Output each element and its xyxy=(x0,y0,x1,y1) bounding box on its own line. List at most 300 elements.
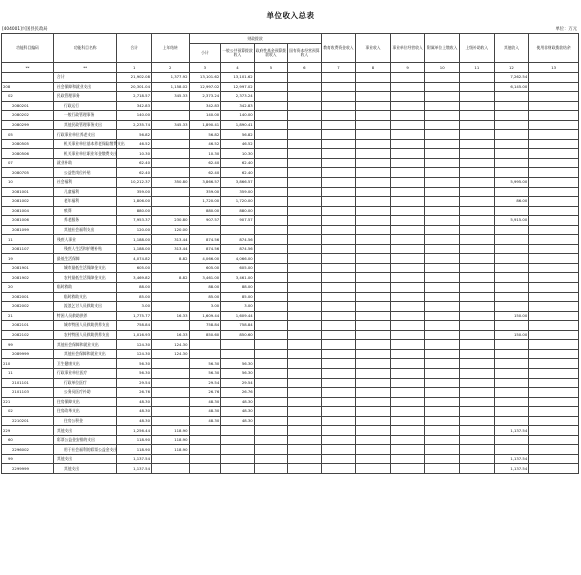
cell-value xyxy=(254,197,287,207)
cell-value xyxy=(356,187,391,197)
cell-value xyxy=(152,321,190,331)
cell-value xyxy=(494,111,529,121)
cell-name: 儿童福利 xyxy=(53,187,116,197)
cell-value: 10.30 xyxy=(117,149,152,159)
cell-value xyxy=(288,130,321,140)
cell-value xyxy=(254,206,287,216)
cell-value xyxy=(254,149,287,159)
cell-value: 880.00 xyxy=(189,206,221,216)
cell-value xyxy=(321,330,356,340)
header-general: 一般公共预算拨款收入 xyxy=(221,44,254,63)
cell-value xyxy=(460,197,495,207)
cell-value xyxy=(189,426,221,436)
cell-value xyxy=(321,416,356,426)
cell-value: 56.82 xyxy=(117,130,152,140)
cell-value: 85.00 xyxy=(189,292,221,302)
cell-value xyxy=(356,216,391,226)
cell-code: 2080201 xyxy=(2,101,54,111)
cell-value xyxy=(288,435,321,445)
cell-name: 行政运行 xyxy=(53,101,116,111)
cell-code: 2081902 xyxy=(2,273,54,283)
cell-value xyxy=(152,454,190,464)
cell-value xyxy=(152,130,190,140)
cell-value xyxy=(152,158,190,168)
cell-value xyxy=(152,111,190,121)
cell-value xyxy=(321,378,356,388)
table-row xyxy=(2,206,579,216)
cell-value xyxy=(494,92,529,102)
cell-code: 07 xyxy=(2,158,54,168)
cell-value: 88.00 xyxy=(117,283,152,293)
cell-value: 4,066.00 xyxy=(221,254,254,264)
cell-value xyxy=(356,111,391,121)
cell-value: 48.30 xyxy=(221,416,254,426)
cell-value: 3.00 xyxy=(117,302,152,312)
cell-value: 85.00 xyxy=(117,292,152,302)
cell-value xyxy=(460,435,495,445)
cell-value xyxy=(529,454,579,464)
cell-value: 4,074.82 xyxy=(117,254,152,264)
cell-value xyxy=(460,321,495,331)
cell-code: 2299999 xyxy=(2,464,54,474)
cell-value: 1,188.00 xyxy=(117,244,152,254)
cell-value xyxy=(288,292,321,302)
cell-value: 359.00 xyxy=(221,187,254,197)
index-cell: ** xyxy=(2,63,54,73)
cell-value: 345.33 xyxy=(152,120,190,130)
cell-value: 10.30 xyxy=(221,149,254,159)
cell-value xyxy=(494,407,529,417)
cell-value xyxy=(460,244,495,254)
cell-value: 1,137.54 xyxy=(494,454,529,464)
index-cell: 7 xyxy=(321,63,356,73)
cell-code: 2082002 xyxy=(2,302,54,312)
cell-value xyxy=(356,73,391,83)
cell-value: 605.00 xyxy=(117,263,152,273)
cell-value xyxy=(460,311,495,321)
cell-value xyxy=(189,349,221,359)
table-row xyxy=(2,388,579,398)
cell-value xyxy=(494,435,529,445)
cell-value xyxy=(529,426,579,436)
cell-value xyxy=(356,330,391,340)
cell-value xyxy=(494,292,529,302)
cell-value xyxy=(321,349,356,359)
cell-value xyxy=(494,378,529,388)
table-body xyxy=(2,73,579,474)
cell-name: 住房公积金 xyxy=(53,416,116,426)
cell-value xyxy=(529,101,579,111)
cell-value: 48.30 xyxy=(221,407,254,417)
cell-code: 10 xyxy=(2,178,54,188)
cell-value: 1,775.77 xyxy=(117,311,152,321)
cell-value xyxy=(494,340,529,350)
cell-value xyxy=(529,92,579,102)
cell-value xyxy=(390,168,425,178)
cell-value: 124.30 xyxy=(152,349,190,359)
cell-value: 230.80 xyxy=(152,216,190,226)
cell-value xyxy=(288,311,321,321)
cell-value xyxy=(254,445,287,455)
header-upper: 上级补助收入 xyxy=(460,34,495,63)
cell-value xyxy=(152,149,190,159)
cell-code: 2296002 xyxy=(2,445,54,455)
cell-value xyxy=(494,263,529,273)
cell-value xyxy=(425,302,460,312)
table-row xyxy=(2,111,579,121)
cell-value xyxy=(390,368,425,378)
cell-code: 21 xyxy=(2,311,54,321)
cell-value xyxy=(356,283,391,293)
cell-value xyxy=(152,302,190,312)
organization-label: [404001]兴国县民政局 xyxy=(2,27,48,32)
cell-name: 农村特困人员救助供养支出 xyxy=(53,330,116,340)
cell-value xyxy=(356,168,391,178)
cell-value: 359.00 xyxy=(189,187,221,197)
cell-value xyxy=(254,216,287,226)
cell-value xyxy=(321,397,356,407)
header-name: 功能科目名称 xyxy=(53,34,116,63)
cell-value xyxy=(460,273,495,283)
cell-code: 229 xyxy=(2,426,54,436)
cell-value: 3.00 xyxy=(221,302,254,312)
cell-value xyxy=(390,139,425,149)
cell-value xyxy=(254,321,287,331)
cell-value xyxy=(321,101,356,111)
cell-value xyxy=(390,273,425,283)
cell-value: 46.52 xyxy=(117,139,152,149)
cell-value: 907.57 xyxy=(189,216,221,226)
cell-value xyxy=(529,168,579,178)
cell-value: 313.44 xyxy=(152,244,190,254)
cell-code: 2081002 xyxy=(2,197,54,207)
cell-value xyxy=(254,426,287,436)
cell-value xyxy=(529,130,579,140)
cell-name: 临时救助支出 xyxy=(53,292,116,302)
cell-value xyxy=(321,73,356,83)
cell-value xyxy=(460,158,495,168)
table-row xyxy=(2,340,579,350)
cell-value xyxy=(425,178,460,188)
cell-value xyxy=(390,454,425,464)
cell-value xyxy=(425,435,460,445)
cell-code: 2081001 xyxy=(2,187,54,197)
cell-value xyxy=(254,187,287,197)
cell-value xyxy=(321,359,356,369)
cell-value: 62.40 xyxy=(221,158,254,168)
cell-code: 2210201 xyxy=(2,416,54,426)
cell-value xyxy=(288,254,321,264)
cell-value xyxy=(425,197,460,207)
cell-value xyxy=(460,454,495,464)
cell-value xyxy=(288,416,321,426)
cell-value xyxy=(288,426,321,436)
cell-code: 2080705 xyxy=(2,168,54,178)
cell-value xyxy=(152,283,190,293)
cell-name: 行政单位医疗 xyxy=(53,378,116,388)
cell-value xyxy=(425,321,460,331)
cell-value: 359.00 xyxy=(117,187,152,197)
cell-name: 公务员医疗补助 xyxy=(53,388,116,398)
cell-value xyxy=(529,225,579,235)
cell-code: 2082102 xyxy=(2,330,54,340)
cell-value xyxy=(356,359,391,369)
cell-value xyxy=(254,254,287,264)
header-biz-op: 事业单位经营收入 xyxy=(390,34,425,63)
cell-code: 2081004 xyxy=(2,206,54,216)
cell-code: 2082101 xyxy=(2,321,54,331)
cell-name: 其他社会保障和就业支出 xyxy=(53,349,116,359)
cell-code: 2101103 xyxy=(2,388,54,398)
cell-value xyxy=(390,92,425,102)
cell-value xyxy=(288,359,321,369)
cell-value: 48.30 xyxy=(117,407,152,417)
cell-code: 221 xyxy=(2,397,54,407)
cell-value xyxy=(425,416,460,426)
cell-value xyxy=(529,263,579,273)
cell-code: 2080506 xyxy=(2,149,54,159)
cell-value xyxy=(356,368,391,378)
index-cell: 13 xyxy=(529,63,579,73)
cell-code: 60 xyxy=(2,435,54,445)
cell-value xyxy=(254,368,287,378)
cell-value: 46.52 xyxy=(221,139,254,149)
cell-value xyxy=(529,368,579,378)
cell-value xyxy=(356,244,391,254)
cell-value xyxy=(288,216,321,226)
table-row xyxy=(2,254,579,264)
cell-value xyxy=(494,168,529,178)
cell-value xyxy=(460,292,495,302)
cell-name: 流浪乞讨人员救助支出 xyxy=(53,302,116,312)
cell-value xyxy=(152,263,190,273)
cell-name: 一般行政管理事务 xyxy=(53,111,116,121)
cell-code: 2089999 xyxy=(2,349,54,359)
cell-value xyxy=(390,292,425,302)
table-row xyxy=(2,407,579,417)
cell-value xyxy=(254,178,287,188)
cell-value xyxy=(321,273,356,283)
cell-value: 1,609.44 xyxy=(189,311,221,321)
cell-value xyxy=(460,149,495,159)
cell-value: 3,461.00 xyxy=(221,273,254,283)
cell-value xyxy=(254,101,287,111)
cell-value xyxy=(321,187,356,197)
index-row xyxy=(2,63,579,73)
table-row xyxy=(2,263,579,273)
cell-value xyxy=(356,273,391,283)
table-row xyxy=(2,464,579,474)
cell-value xyxy=(390,187,425,197)
cell-value xyxy=(529,302,579,312)
cell-code: 2081099 xyxy=(2,225,54,235)
cell-value xyxy=(321,311,356,321)
cell-value xyxy=(390,416,425,426)
cell-value xyxy=(460,416,495,426)
cell-value xyxy=(460,111,495,121)
cell-value xyxy=(254,263,287,273)
cell-value xyxy=(321,158,356,168)
cell-value xyxy=(254,378,287,388)
table-row xyxy=(2,292,579,302)
cell-name: 民政管理事务 xyxy=(53,92,116,102)
cell-value xyxy=(494,206,529,216)
cell-value xyxy=(529,340,579,350)
cell-value xyxy=(288,273,321,283)
cell-value xyxy=(460,101,495,111)
cell-value xyxy=(152,368,190,378)
header-affil: 附属单位上缴收入 xyxy=(425,34,460,63)
cell-value xyxy=(321,445,356,455)
cell-value: 3,866.57 xyxy=(189,178,221,188)
cell-value xyxy=(390,388,425,398)
cell-value xyxy=(356,435,391,445)
cell-value xyxy=(494,101,529,111)
cell-value xyxy=(460,283,495,293)
table-row xyxy=(2,82,579,92)
cell-value xyxy=(356,263,391,273)
cell-value: 1,137.54 xyxy=(494,426,529,436)
cell-value xyxy=(152,206,190,216)
cell-value: 8.82 xyxy=(152,273,190,283)
table-row xyxy=(2,139,579,149)
cell-value xyxy=(221,349,254,359)
cell-value xyxy=(460,340,495,350)
cell-value xyxy=(390,101,425,111)
cell-value xyxy=(425,368,460,378)
cell-value xyxy=(494,416,529,426)
header-code: 功能科目编码 xyxy=(2,34,54,63)
cell-value xyxy=(390,206,425,216)
cell-value xyxy=(529,197,579,207)
cell-value xyxy=(390,120,425,130)
cell-value xyxy=(254,311,287,321)
cell-value xyxy=(288,330,321,340)
table-row xyxy=(2,426,579,436)
index-cell: 10 xyxy=(425,63,460,73)
cell-value xyxy=(288,388,321,398)
index-cell: 4 xyxy=(221,63,254,73)
cell-value xyxy=(460,263,495,273)
cell-value xyxy=(356,454,391,464)
cell-value xyxy=(288,139,321,149)
cell-value xyxy=(152,187,190,197)
cell-value xyxy=(460,407,495,417)
cell-value: 120.00 xyxy=(117,225,152,235)
cell-value xyxy=(321,130,356,140)
cell-value xyxy=(425,454,460,464)
cell-value: 1,016.93 xyxy=(117,330,152,340)
cell-value xyxy=(152,464,190,474)
cell-value xyxy=(529,330,579,340)
cell-value: 26.76 xyxy=(189,388,221,398)
cell-value xyxy=(390,464,425,474)
cell-value xyxy=(288,187,321,197)
cell-value: 120.00 xyxy=(152,225,190,235)
cell-value xyxy=(288,454,321,464)
cell-name: 特困人员救助供养 xyxy=(53,311,116,321)
table-row xyxy=(2,158,579,168)
cell-value: 8.82 xyxy=(152,254,190,264)
cell-value: 3.00 xyxy=(189,302,221,312)
cell-value xyxy=(425,263,460,273)
cell-value xyxy=(321,206,356,216)
cell-value xyxy=(356,464,391,474)
cell-value: 1,137.54 xyxy=(117,464,152,474)
cell-value xyxy=(390,263,425,273)
cell-code: 2080202 xyxy=(2,111,54,121)
cell-name: 最低生活保障 xyxy=(53,254,116,264)
cell-value xyxy=(460,359,495,369)
cell-value xyxy=(529,139,579,149)
cell-value: 140.00 xyxy=(221,111,254,121)
cell-value: 345.33 xyxy=(152,92,190,102)
cell-value: 118.90 xyxy=(117,445,152,455)
cell-value: 1,806.00 xyxy=(117,197,152,207)
cell-value xyxy=(254,130,287,140)
cell-value xyxy=(425,139,460,149)
cell-value xyxy=(390,73,425,83)
cell-value xyxy=(254,158,287,168)
cell-value xyxy=(254,111,287,121)
cell-value: 124.30 xyxy=(152,340,190,350)
cell-name: 卫生健康支出 xyxy=(53,359,116,369)
cell-value xyxy=(425,283,460,293)
cell-value: 874.56 xyxy=(221,244,254,254)
cell-value xyxy=(425,92,460,102)
cell-value: 88.00 xyxy=(189,283,221,293)
cell-value: 850.60 xyxy=(221,330,254,340)
cell-value xyxy=(425,120,460,130)
cell-value xyxy=(425,158,460,168)
cell-value: 850.60 xyxy=(189,330,221,340)
cell-value xyxy=(288,82,321,92)
cell-code: 99 xyxy=(2,340,54,350)
cell-value xyxy=(321,216,356,226)
cell-name: 机关事业单位职业年金缴费支出 xyxy=(53,149,116,159)
cell-code: 208 xyxy=(2,82,54,92)
cell-value xyxy=(321,120,356,130)
cell-value xyxy=(529,158,579,168)
table-row xyxy=(2,101,579,111)
header-surplus: 使用非财政拨款结余 xyxy=(529,34,579,63)
table-row xyxy=(2,197,579,207)
table-row xyxy=(2,120,579,130)
index-cell: 12 xyxy=(494,63,529,73)
header-other: 其他收入 xyxy=(494,34,529,63)
cell-value xyxy=(529,178,579,188)
cell-value xyxy=(254,273,287,283)
cell-name: 其他社会福利支出 xyxy=(53,225,116,235)
cell-value xyxy=(288,168,321,178)
cell-value xyxy=(288,368,321,378)
cell-value: 1,720.00 xyxy=(189,197,221,207)
cell-code: 02 xyxy=(2,92,54,102)
cell-value xyxy=(460,92,495,102)
cell-name: 其他支出 xyxy=(53,454,116,464)
cell-name: 行政事业单位养老支出 xyxy=(53,130,116,140)
cell-value: 29.54 xyxy=(189,378,221,388)
income-summary-table xyxy=(1,33,579,474)
cell-value xyxy=(460,426,495,436)
cell-value: 62.40 xyxy=(117,158,152,168)
cell-value xyxy=(254,244,287,254)
cell-name: 农村最低生活保障金支出 xyxy=(53,273,116,283)
cell-value xyxy=(288,283,321,293)
cell-name: 城市特困人员救助供养支出 xyxy=(53,321,116,331)
cell-value xyxy=(460,349,495,359)
cell-value xyxy=(321,254,356,264)
